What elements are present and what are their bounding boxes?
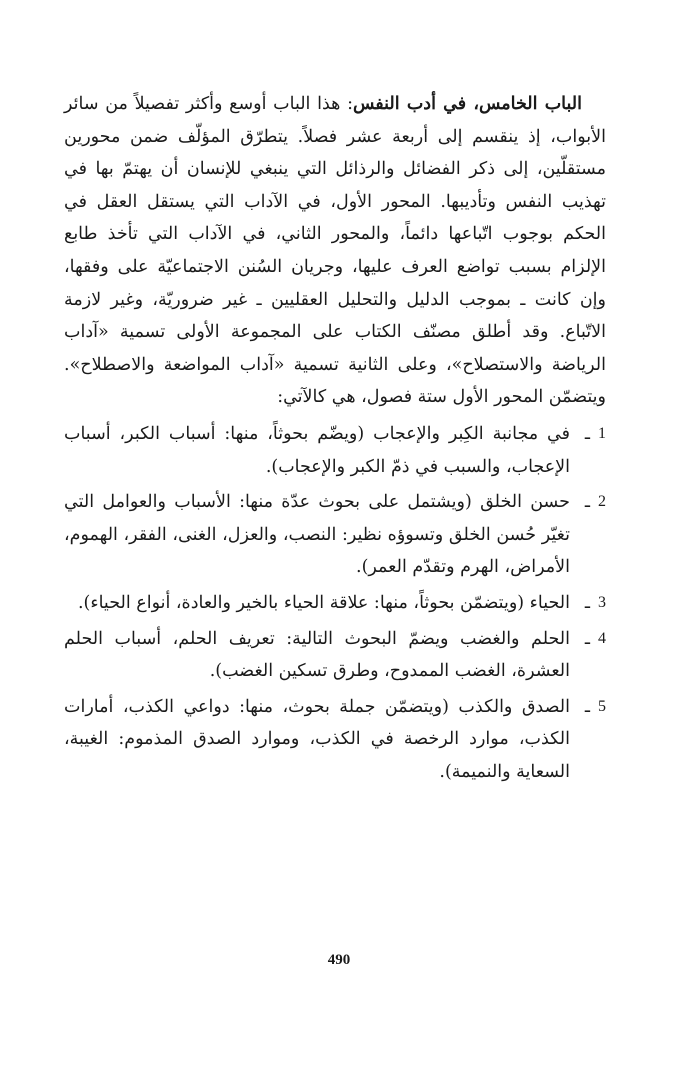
list-item-text: الحياء (ويتضمّن بحوثاً، منها: علاقة الحياء بالخير والعادة، أنواع الحياء). <box>77 592 570 613</box>
list-item-number: 3 <box>598 593 606 611</box>
list-item <box>64 418 606 483</box>
list-item-number: 4 <box>598 629 606 647</box>
list-item <box>64 587 606 620</box>
list-item-dash: ـ <box>584 628 590 649</box>
list-item-number: 2 <box>598 493 606 511</box>
list-item-dash: ـ <box>584 696 590 717</box>
list-item <box>64 623 606 688</box>
list-item-text: حسن الخلق (ويشتمل على بحوث عدّة منها: الأسباب والعوامل التي تغيّر حُسن الخلق وتسوؤه نظير: النصب، والعزل، الغنى، الفقر، الهموم، الأمراض، الهرم وتقدّم العمر). <box>64 492 570 578</box>
list-item-dash: ـ <box>584 423 590 444</box>
chapter-sections-list <box>64 418 606 789</box>
list-item-text: الحلم والغضب ويضمّ البحوث التالية: تعريف الحلم، أسباب الحلم العشرة، الغضب الممدوح، وطرق تسكين الغضب). <box>64 628 570 682</box>
page-body <box>64 88 606 791</box>
chapter-heading-lead: الباب الخامس، في أدب النفس <box>352 94 582 114</box>
list-item-number: 5 <box>598 697 606 715</box>
intro-text: : هذا الباب أوسع وأكثر تفصيلاً من سائر الأبواب، إذ ينقسم إلى أربعة عشر فصلاً. يتطرّق المؤلّف ضمن محورين مستقلّين، إلى ذكر الفضائل والرذائل التي ينبغي للإنسان أن يهتمّ بها في تهذيب النفس وتأديبها. المحور الأول، في الآداب التي يستقل العقل في الحكم بوجوب اتّباعها دائماً، والمحور الثاني، في الآداب التي تأخذ طابع الإلزام بسبب تواضع العرف عليها، وجريان السُنن الاجتماعيّة على وفقها، وإن كانت ـ بموجب الدليل والتحليل العقليين ـ غير ضروريّة، وغير لازمة الاتّباع. وقد أطلق مصنّف الكتاب على المجموعة الأولى تسمية «آداب الرياضة والاستصلاح»، وعلى الثانية تسمية «آداب المواضعة والاصطلاح». ويتضمّن المحور الأول ستة فصول، هي كالآتي: <box>64 94 606 408</box>
list-item <box>64 486 606 584</box>
intro-paragraph <box>64 88 606 414</box>
list-item-dash: ـ <box>584 592 590 613</box>
list-item-text: الصدق والكذب (ويتضمّن جملة بحوث، منها: دواعي الكذب، أمارات الكذب، موارد الرخصة في الكذب، وموارد الصدق المذموم: الغيبة، السعاية والنميمة). <box>64 696 570 782</box>
list-item-number: 1 <box>598 424 606 442</box>
list-item-dash: ـ <box>584 492 590 513</box>
page-number: 490 <box>327 952 351 968</box>
list-item-text: في مجانبة الكِبر والإعجاب (ويضّم بحوثاً، منها: أسباب الكبر، أسباب الإعجاب، والسبب في ذمّ الكبر والإعجاب). <box>64 423 570 477</box>
list-item <box>64 691 606 789</box>
